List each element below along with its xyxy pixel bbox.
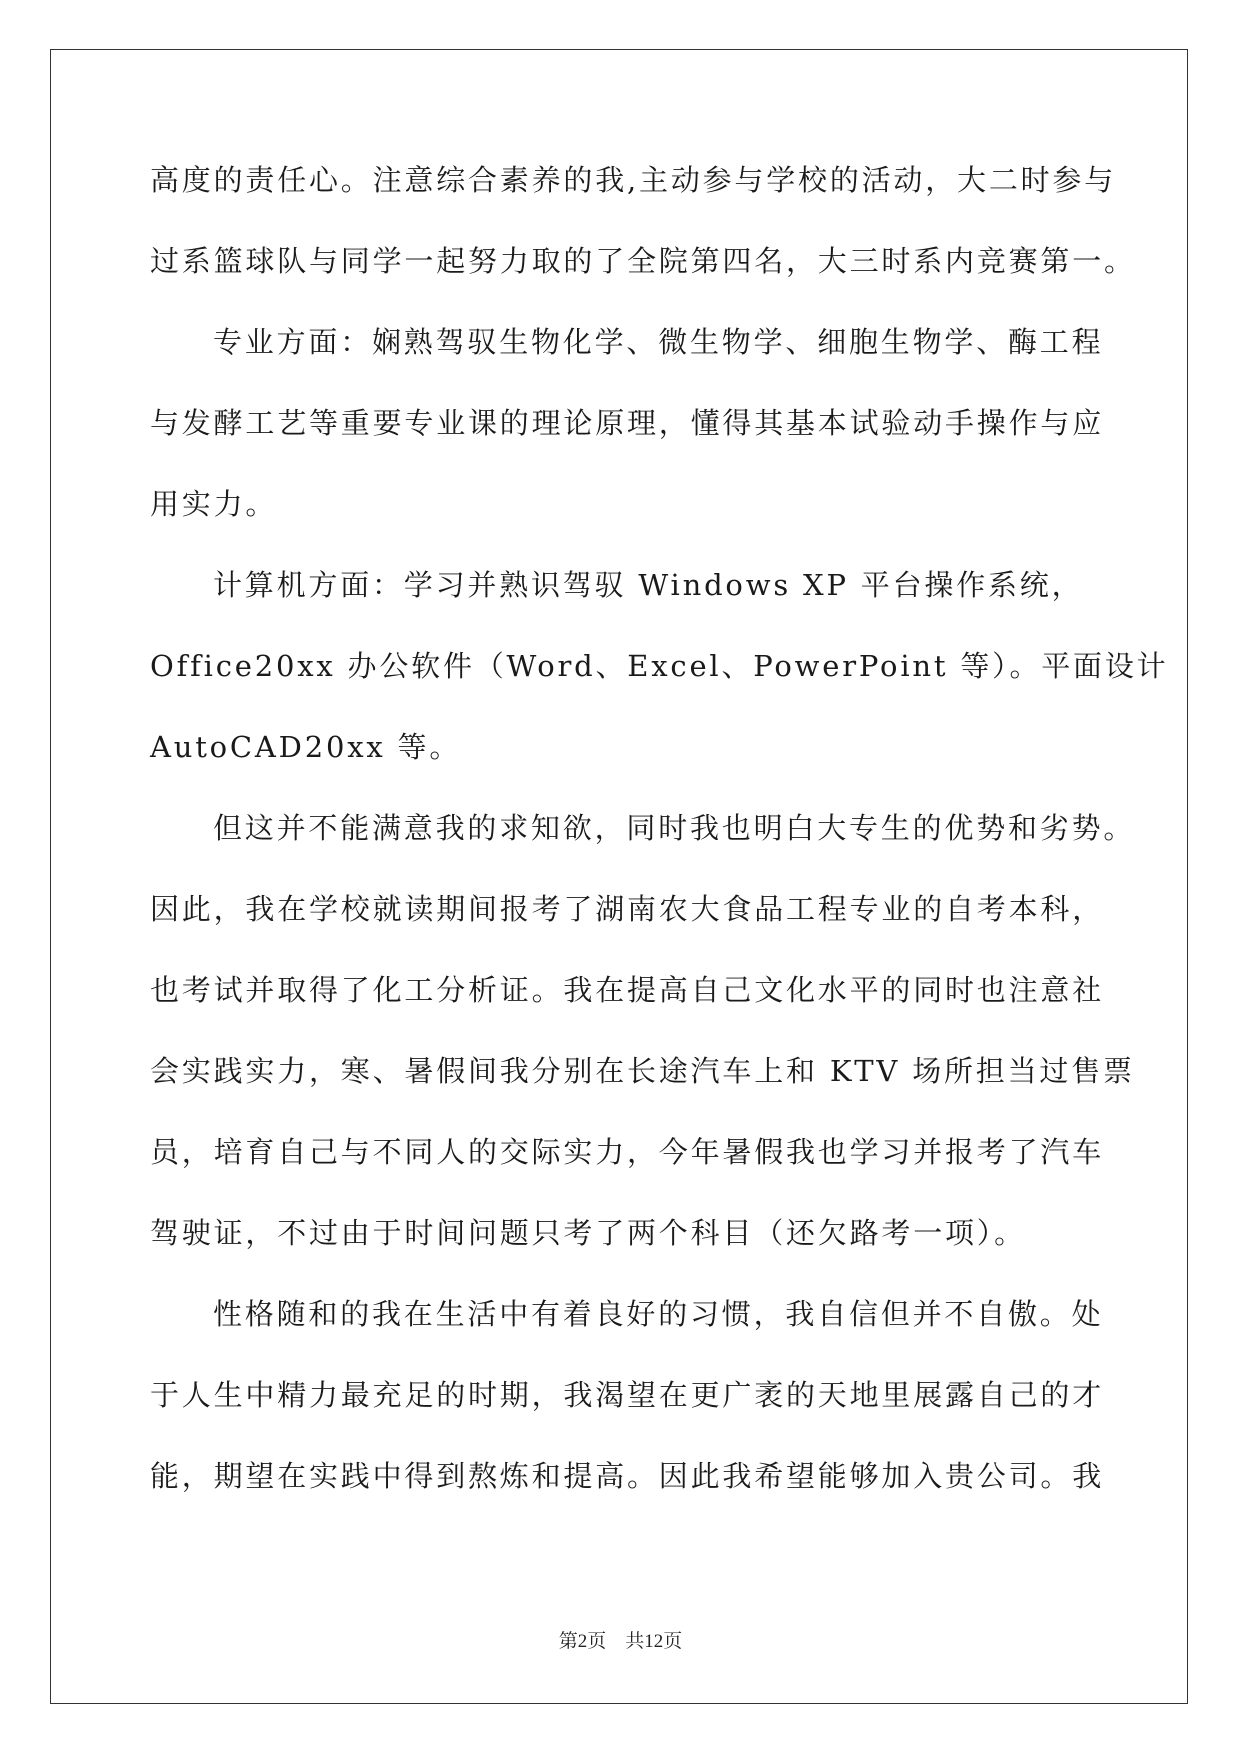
text-line: 高度的责任心。注意综合素养的我,主动参与学校的活动，大二时参与	[150, 163, 1117, 197]
text-line: 性格随和的我在生活中有着良好的习惯，我自信但并不自傲。处	[213, 1297, 1104, 1331]
text-line: AutoCAD20xx 等。	[150, 730, 462, 764]
text-line: 计算机方面：学习并熟识驾驭 Windows XP 平台操作系统，	[213, 568, 1084, 602]
document-body	[150, 160, 1169, 1537]
text-line: 与发酵工艺等重要专业课的理论原理，懂得其基本试验动手操作与应	[150, 406, 1105, 440]
text-line: 过系篮球队与同学一起努力取的了全院第四名，大三时系内竞赛第一。	[150, 244, 1136, 278]
text-line: 驾驶证，不过由于时间问题只考了两个科目（还欠路考一项）。	[150, 1216, 1026, 1250]
text-line: 因此，我在学校就读期间报考了湖南农大食品工程专业的自考本科，	[150, 892, 1105, 926]
text-line: 员，培育自己与不同人的交际实力，今年暑假我也学习并报考了汽车	[150, 1135, 1105, 1169]
text-line: 专业方面：娴熟驾驭生物化学、微生物学、细胞生物学、酶工程	[213, 325, 1104, 359]
text-line: 能，期望在实践中得到熬炼和提高。因此我希望能够加入贵公司。我	[150, 1459, 1105, 1493]
page-number-footer: 第2页 共12页	[558, 1631, 683, 1652]
text-line: 会实践实力，寒、暑假间我分别在长途汽车上和 KTV 场所担当过售票	[150, 1054, 1135, 1088]
text-line: 但这并不能满意我的求知欲，同时我也明白大专生的优势和劣势。	[213, 811, 1136, 845]
text-line: 也考试并取得了化工分析证。我在提高自己文化水平的同时也注意社	[150, 973, 1105, 1007]
text-line: 于人生中精力最充足的时期，我渴望在更广袤的天地里展露自己的才	[150, 1378, 1105, 1412]
text-line: 用实力。	[150, 487, 278, 521]
text-line: Office20xx 办公软件（Word、Excel、PowerPoint 等）。平面设计	[150, 649, 1169, 683]
